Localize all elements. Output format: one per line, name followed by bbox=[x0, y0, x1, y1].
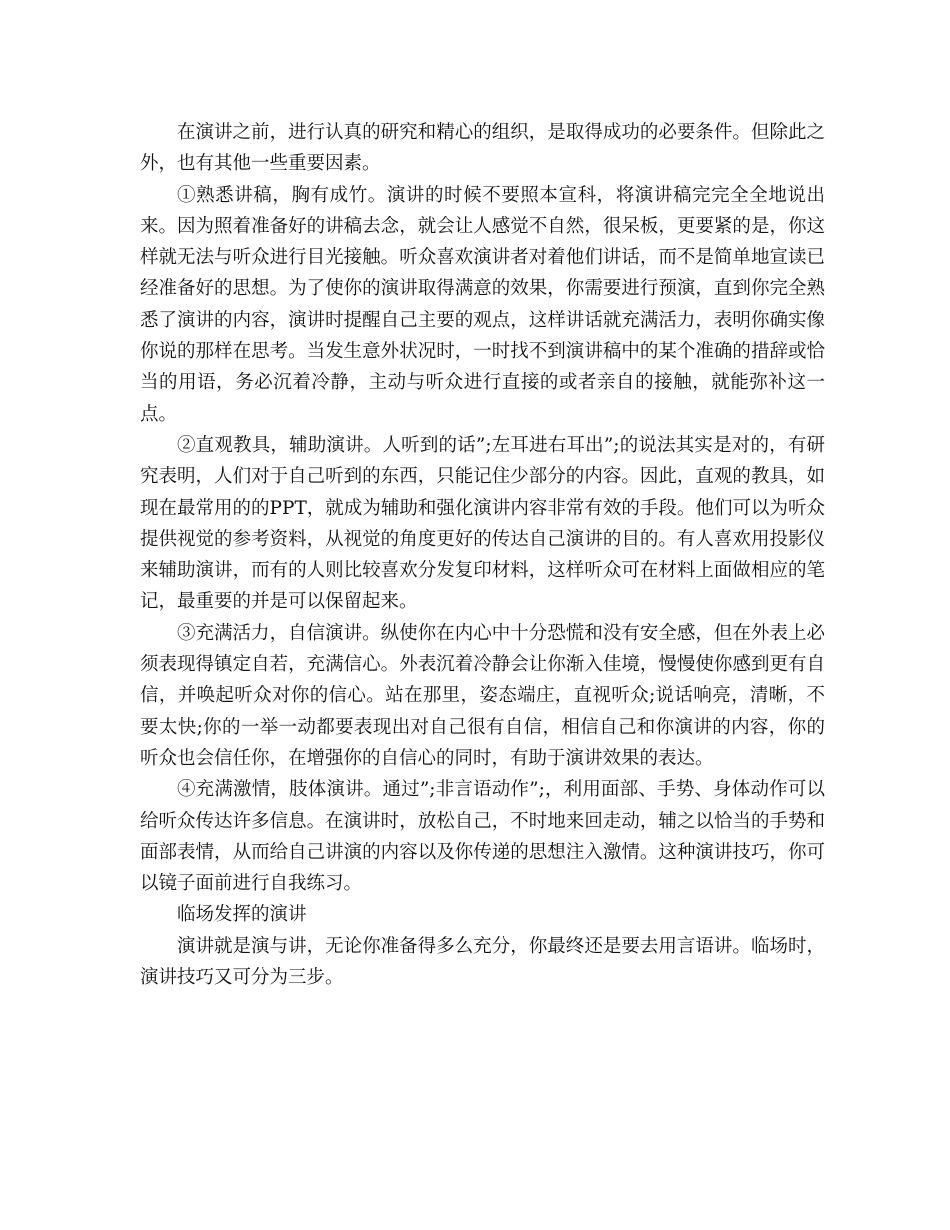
paragraph-intro: 在演讲之前，进行认真的研究和精心的组织，是取得成功的必要条件。但除此之外，也有其他一些重要因素。 bbox=[140, 122, 825, 175]
paragraph-confidence: ③充满活力，自信演讲。纵使你在内心中十分恐慌和没有安全感，但在外表上必须表现得镇定自若，充满信心。外表沉着冷静会让你渐入佳境，慢慢使你感到更有自信，并唤起听众对你的信心。站在那里，姿态端庄，直视听众;说话响亮，清晰，不要太快;你的一举一动都要表现出对自己很有自信，相信自己和你演讲的内容，你的听众也会信任你，在增强你的自信心的同时，有助于演讲效果的表达。 bbox=[140, 622, 825, 769]
section-heading: 临场发挥的演讲 bbox=[177, 904, 307, 926]
paragraph-body-language: ④充满激情，肢体演讲。通过”;非言语动作”;，利用面部、手势、身体动作可以给听众传达许多信息。在演讲时，放松自己，不时地来回走动，辅之以恰当的手势和面部表情，从而给自己讲演的内容以及你传递的思想注入激情。这种演讲技巧，你可以镜子面前进行自我练习。 bbox=[140, 779, 825, 895]
paragraph-familiar-script: ①熟悉讲稿，胸有成竹。演讲的时候不要照本宣科，将演讲稿完完全全地说出来。因为照着准备好的讲稿去念，就会让人感觉不自然，很呆板，更要紧的是，你这样就无法与听众进行目光接触。听众喜欢演讲者对着他们讲话，而不是简单地宣读已经准备好的思想。为了使你的演讲取得满意的效果，你需要进行预演，直到你完全熟悉了演讲的内容，演讲时提醒自己主要的观点，这样讲话就充满活力，表明你确实像你说的那样在思考。当发生意外状况时，一时找不到演讲稿中的某个准确的措辞或恰当的用语，务必沉着冷静，主动与听众进行直接的或者亲自的接触，就能弥补这一点。 bbox=[140, 184, 825, 425]
document-body bbox=[140, 117, 825, 993]
paragraph-visual-aids: ②直观教具，辅助演讲。人听到的话”;左耳进右耳出”;的说法其实是对的，有研究表明，人们对于自己听到的东西，只能记住少部分的内容。因此，直观的教具，如现在最常用的的PPT，就成为辅助和强化演讲内容非常有效的手段。他们可以为听众提供视觉的参考资料，从视觉的角度更好的传达自己演讲的目的。有人喜欢用投影仪来辅助演讲，而有的人则比较喜欢分发复印材料，这样听众可在材料上面做相应的笔记，最重要的并是可以保留起来。 bbox=[140, 434, 825, 613]
paragraph-final: 演讲就是演与讲，无论你准备得多么充分，你最终还是要去用言语讲。临场时，演讲技巧又可分为三步。 bbox=[140, 935, 825, 989]
